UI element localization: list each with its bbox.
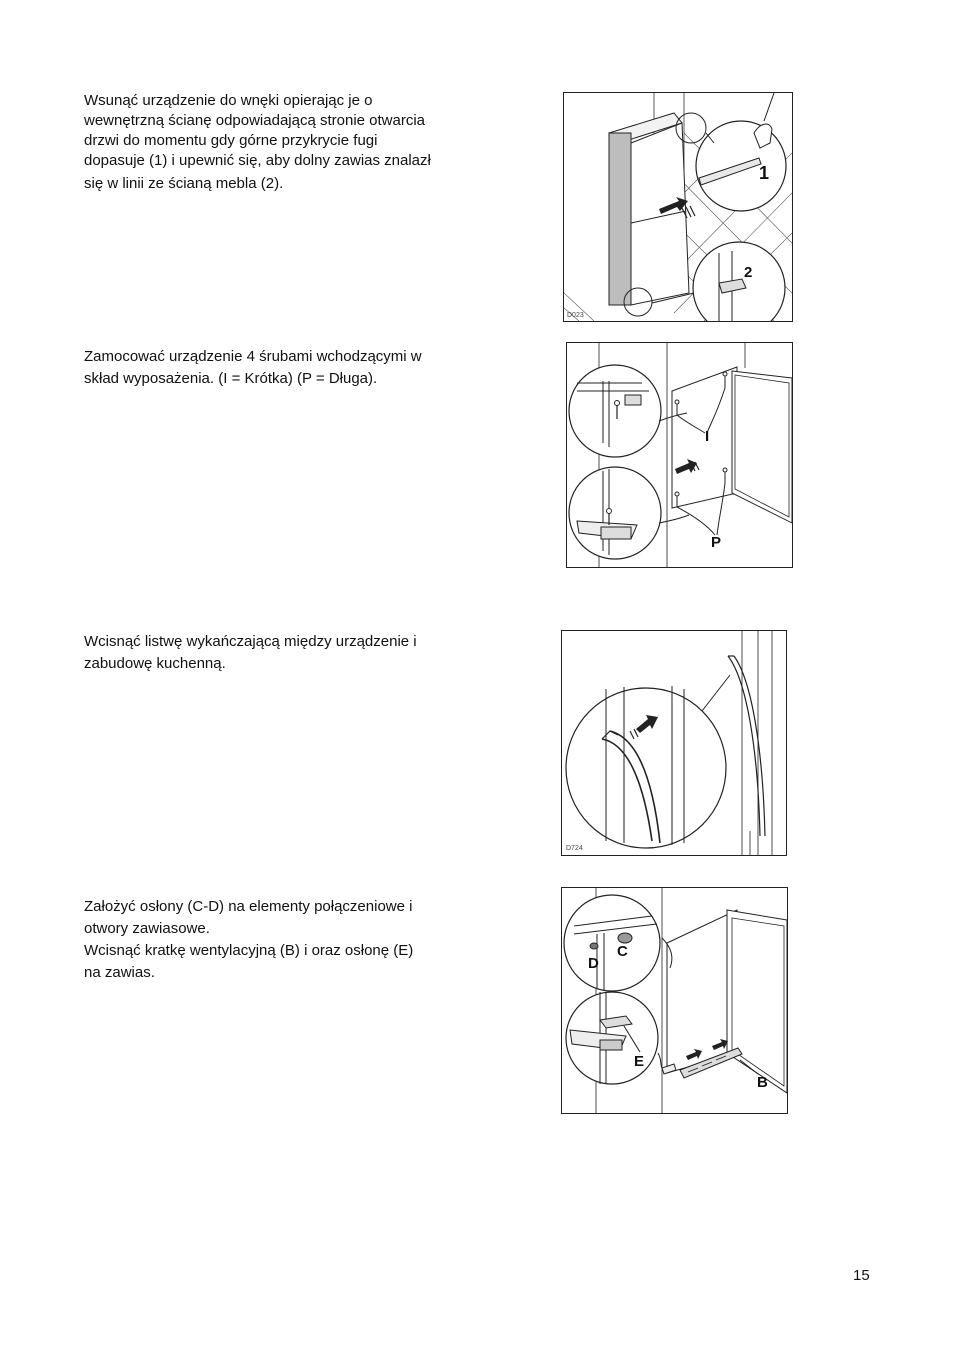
figure-covers-grille — [561, 887, 788, 1114]
page-number: 15 — [853, 1267, 870, 1284]
text-line: Wcisnąć listwę wykańczającą między urządzenie i — [84, 633, 417, 650]
figure-label: 2 — [744, 264, 753, 281]
text-line: na zawias. — [84, 964, 155, 981]
text-line: dopasuje (1) i upewnić się, aby dolny zawias znalazł — [84, 152, 431, 169]
figure-label: C — [617, 943, 628, 960]
figure-screws — [566, 342, 793, 568]
figure-label: 1 — [759, 163, 770, 183]
text-line: Wcisnąć kratkę wentylacyjną (B) i oraz osłonę (E) — [84, 942, 414, 959]
figure-label: B — [757, 1074, 768, 1091]
instruction-text-3 — [84, 632, 456, 674]
text-line: otwory zawiasowe. — [84, 920, 210, 937]
figure-label: D — [588, 955, 599, 972]
figure-label: E — [634, 1053, 645, 1070]
text-line: zabudowę kuchenną. — [84, 655, 226, 672]
text-line: wewnętrzną ścianę odpowiadającą stronie otwarcia — [84, 112, 426, 129]
text-line: Założyć osłony (C-D) na elementy połączeniowe i — [84, 898, 413, 915]
figure-label: I — [705, 428, 710, 445]
figure-trim-strip — [561, 630, 787, 856]
instruction-text-4 — [84, 897, 456, 983]
figure-slide-in — [563, 92, 793, 322]
text-line: się w linii ze ścianą mebla (2). — [84, 175, 284, 192]
figure-code: D023 — [567, 312, 584, 319]
text-line: Wsunąć urządzenie do wnęki opierając je o — [84, 92, 373, 109]
text-line: Zamocować urządzenie 4 śrubami wchodzącymi w — [84, 348, 422, 365]
figure-label: P — [711, 534, 722, 551]
text-line: skład wyposażenia. (I = Krótka) (P = Długa). — [84, 370, 378, 387]
instruction-text-2 — [84, 347, 456, 389]
instruction-text-1 — [84, 91, 456, 194]
text-line: drzwi do momentu gdy górne przykrycie fugi — [84, 132, 378, 149]
figure-code: D724 — [566, 845, 583, 852]
